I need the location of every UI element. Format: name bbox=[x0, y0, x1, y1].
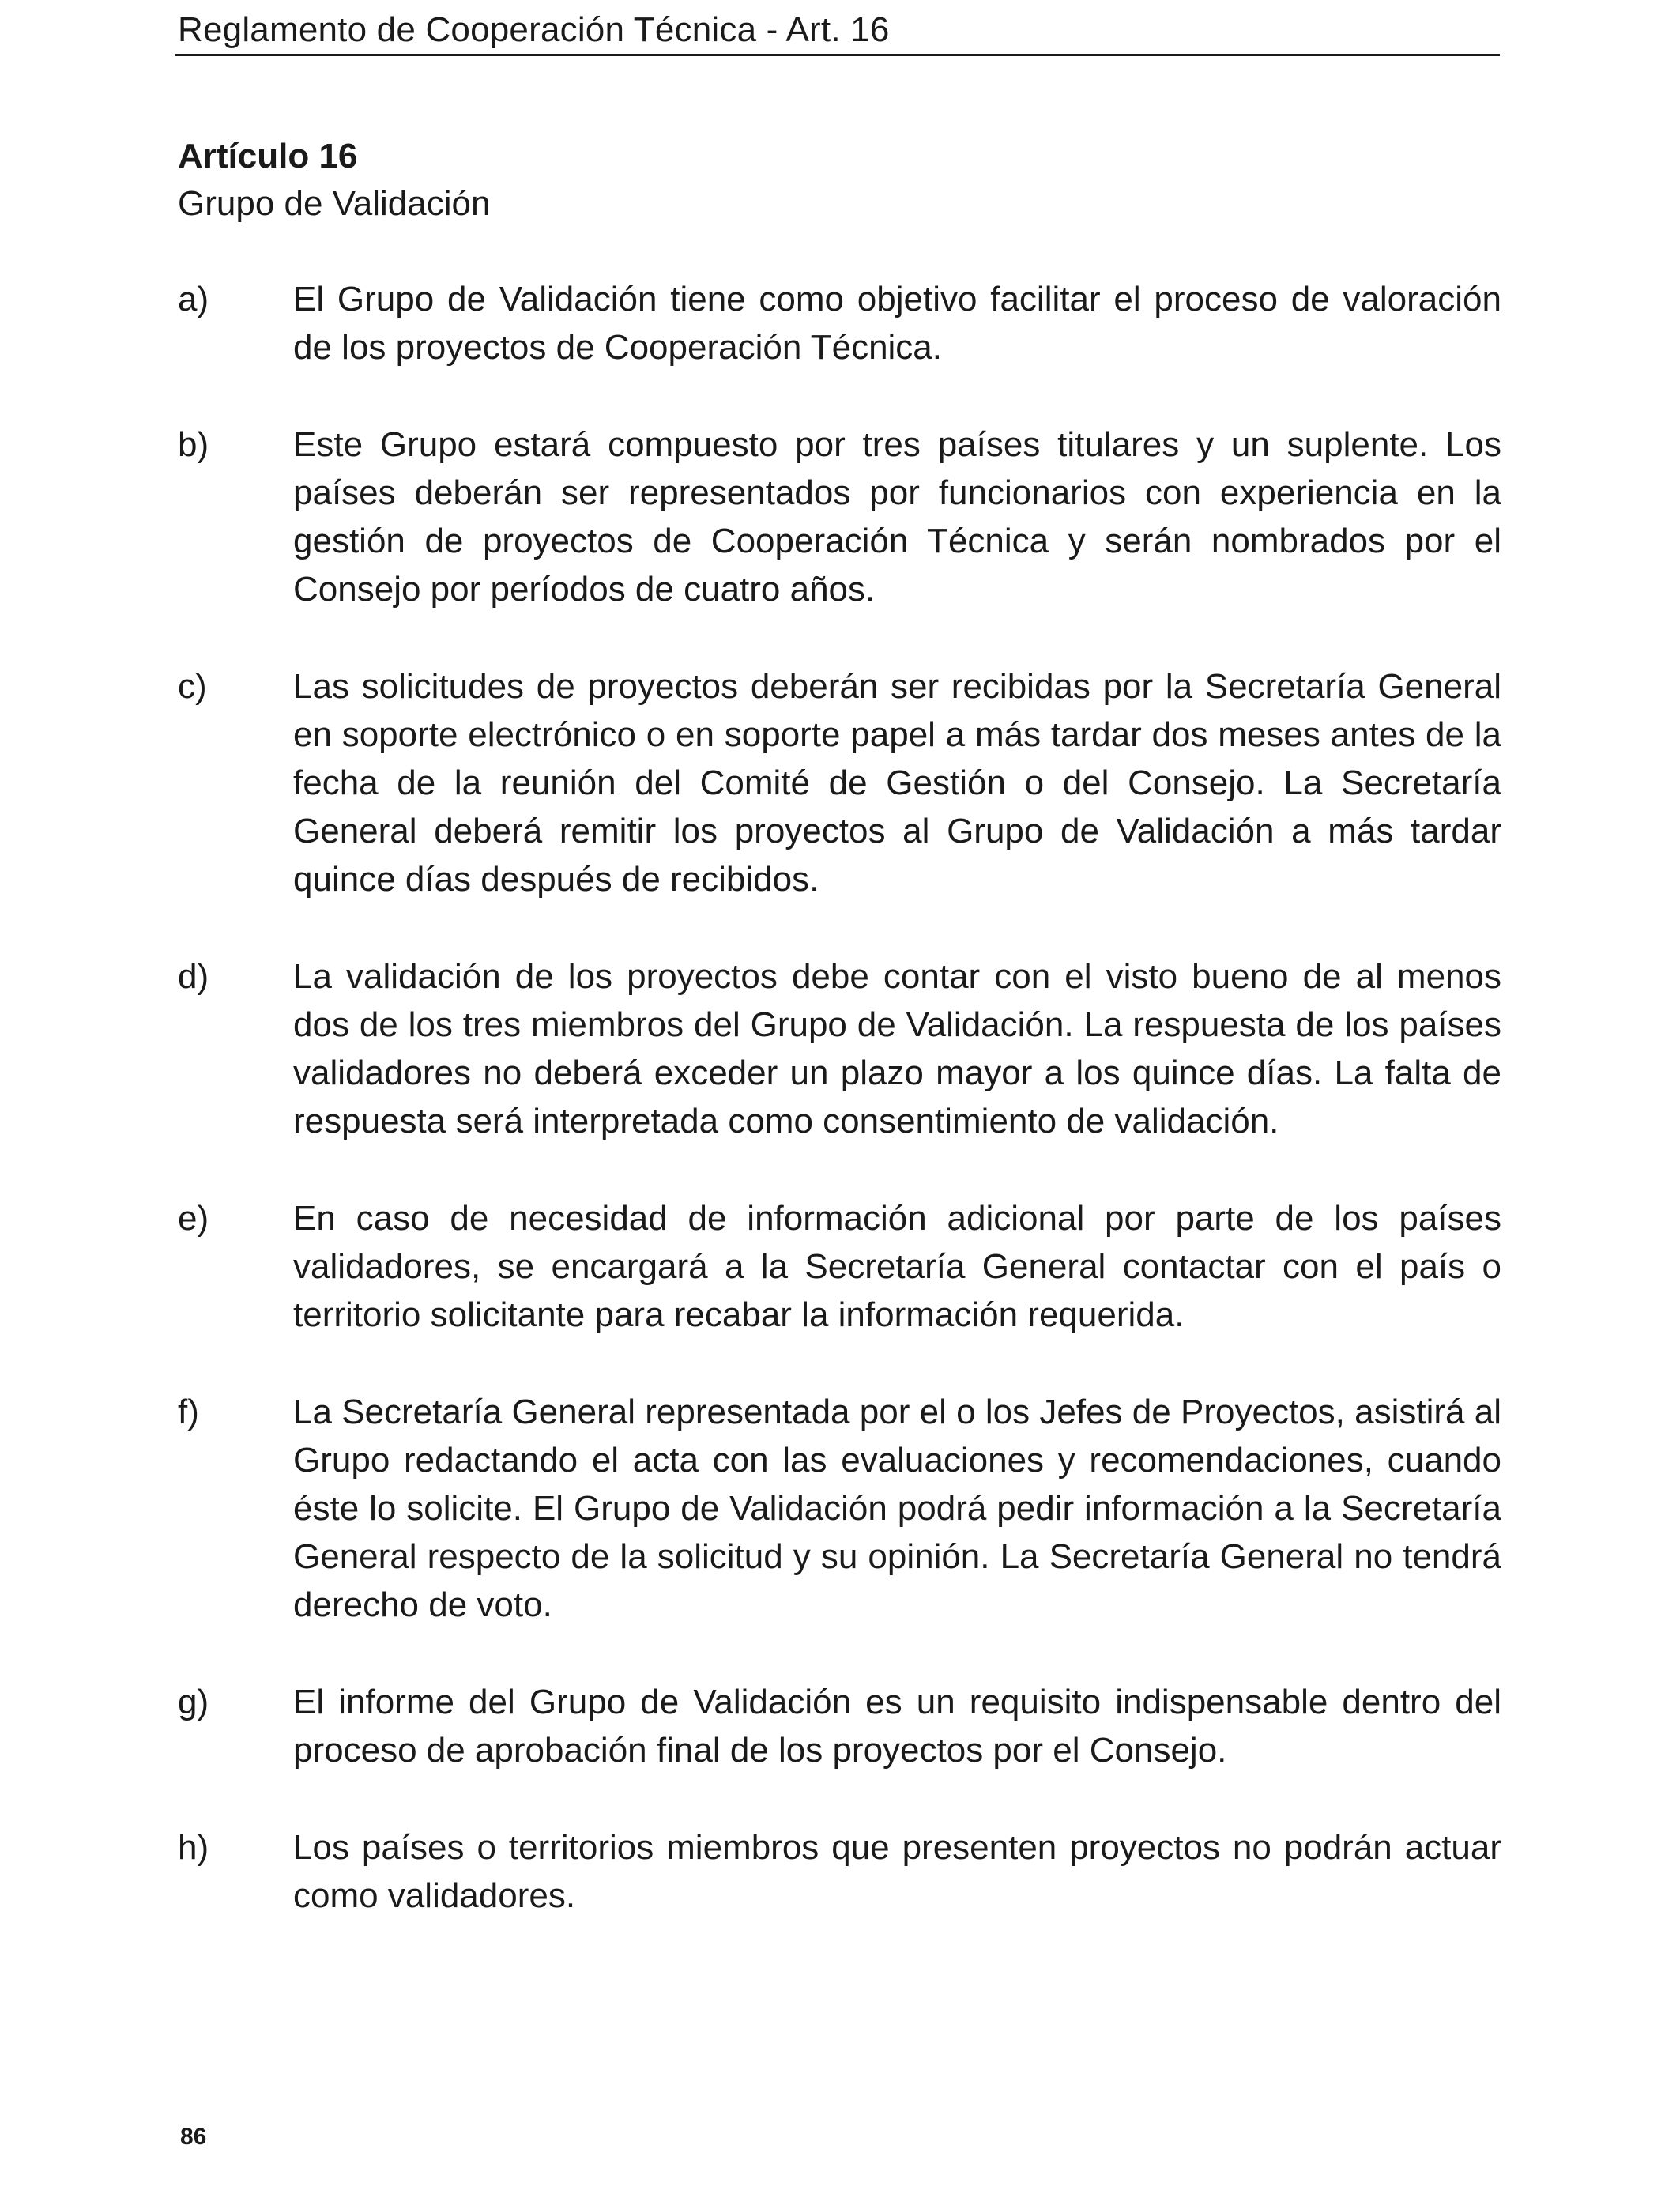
clause-e bbox=[178, 1194, 1501, 1339]
clause-h bbox=[178, 1823, 1501, 1920]
clause-text: El Grupo de Validación tiene como objetivo facilitar el proceso de valoración de los proyectos de Cooperación Técnica. bbox=[293, 280, 1501, 367]
clause-text: En caso de necesidad de información adicional por parte de los países validadores, se encargará a la Secretaría General contactar con el país o territorio solicitante para recabar la información requerida. bbox=[293, 1199, 1501, 1334]
clause-text: Los países o territorios miembros que presenten proyectos no podrán actuar como validadores. bbox=[293, 1828, 1501, 1915]
clause-text: La Secretaría General representada por el o los Jefes de Proyectos, asistirá al Grupo redactando el acta con las evaluaciones y recomendaciones, cuando éste lo solicite. El Grupo de Validación podrá pedir información a la Secretaría General respecto de la solicitud y su opinión. La Secretaría General no tendrá derecho de voto. bbox=[293, 1393, 1501, 1624]
page-number: 86 bbox=[180, 2124, 207, 2150]
article-title: Artículo 16 bbox=[178, 137, 358, 175]
clause-text: El informe del Grupo de Validación es un requisito indispensable dentro del proceso de aprobación final de los proyectos por el Consejo. bbox=[293, 1683, 1501, 1770]
clause-letter: f) bbox=[178, 1393, 199, 1431]
clause-text: Las solicitudes de proyectos deberán ser recibidas por la Secretaría General en soporte electrónico o en soporte papel a más tardar dos meses antes de la fecha de la reunión del Comité de Gestión o del Consejo. La Secretaría General deberá remitir los proyectos al Grupo de Validación a más tardar quince días después de recibidos. bbox=[293, 667, 1501, 899]
clause-letter: h) bbox=[178, 1828, 209, 1867]
clause-letter: d) bbox=[178, 957, 209, 996]
clause-d bbox=[178, 952, 1501, 1145]
header-rule bbox=[175, 54, 1500, 56]
clause-b bbox=[178, 420, 1501, 613]
clause-c bbox=[178, 662, 1501, 903]
clause-a bbox=[178, 275, 1501, 371]
clause-text: Este Grupo estará compuesto por tres países titulares y un suplente. Los países deberán ser representados por funcionarios con experiencia en la gestión de proyectos de Cooperación Técnica y serán nombrados por el Consejo por períodos de cuatro años. bbox=[293, 425, 1501, 609]
clause-letter: g) bbox=[178, 1683, 209, 1721]
clause-letter: c) bbox=[178, 667, 207, 706]
clause-g bbox=[178, 1678, 1501, 1774]
clause-letter: a) bbox=[178, 280, 209, 319]
article-heading bbox=[178, 133, 490, 228]
article-subtitle: Grupo de Validación bbox=[178, 184, 491, 223]
clause-list bbox=[178, 275, 1501, 1969]
clause-text: La validación de los proyectos debe contar con el visto bueno de al menos dos de los tres miembros del Grupo de Validación. La respuesta de los países validadores no deberá exceder un plazo mayor a los quince días. La falta de respuesta será interpretada como consentimiento de validación. bbox=[293, 957, 1501, 1140]
clause-letter: b) bbox=[178, 425, 209, 464]
clause-f bbox=[178, 1388, 1501, 1629]
running-header: Reglamento de Cooperación Técnica - Art. 16 bbox=[178, 10, 890, 49]
clause-letter: e) bbox=[178, 1199, 209, 1238]
